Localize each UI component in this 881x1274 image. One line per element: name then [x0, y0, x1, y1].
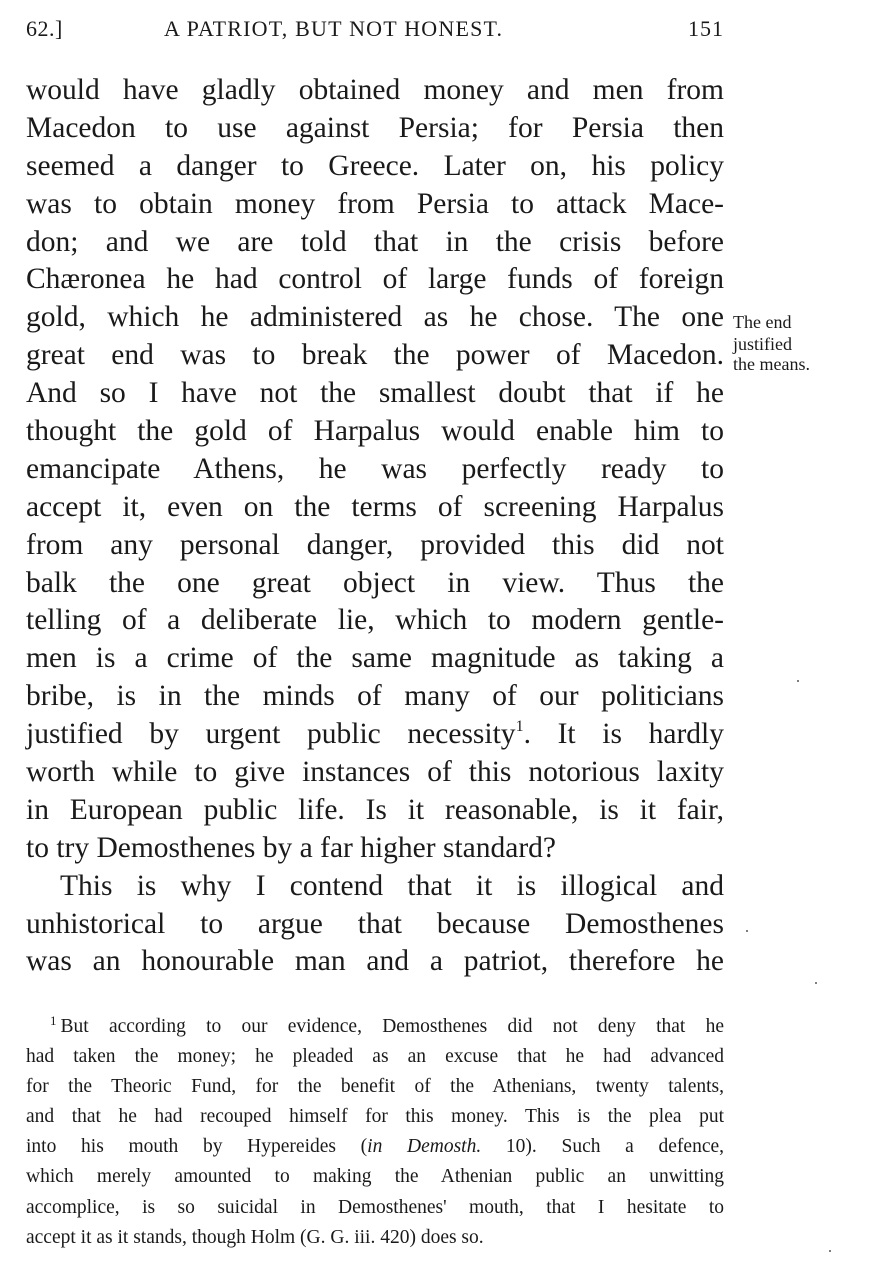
text-line-head: justified by urgent public necessity [26, 718, 516, 751]
footnote-reference[interactable]: 1 [515, 718, 524, 736]
text-line: to try Demosthenes by a far higher standard? [26, 831, 557, 864]
text-line: accept it, even on the terms of screening Harpalus [26, 490, 724, 523]
footnote-line: which merely amounted to making the Athenian public an unwitting [26, 1166, 724, 1188]
text-line: seemed a danger to Greece. Later on, his policy [26, 149, 724, 182]
text-line: This is why I contend that it is illogical and [60, 869, 724, 902]
footnote-text: into his mouth by Hypereides ( [26, 1136, 368, 1158]
text-line: great end was to break the power of Macedon. [26, 339, 724, 372]
text-line: telling of a deliberate lie, which to modern gentle- [26, 604, 724, 637]
margin-note-line: justified [733, 334, 792, 354]
main-text [26, 72, 724, 981]
running-title: A PATRIOT, BUT NOT HONEST. [164, 16, 504, 41]
text-line: would have gladly obtained money and men from [26, 74, 724, 106]
text-line: bribe, is in the minds of many of our politicians [26, 680, 724, 713]
text-line: from any personal danger, provided this did not [26, 528, 724, 561]
footnote-line: had taken the money; he pleaded as an excuse that he had advanced [26, 1046, 724, 1068]
text-line: emancipate Athens, he was perfectly ready to [26, 452, 724, 485]
scan-speck [746, 930, 748, 932]
footnote-block [26, 1012, 724, 1253]
text-line: Macedon to use against Persia; for Persia then [26, 111, 724, 144]
scan-speck [815, 982, 817, 984]
page-number: 151 [688, 16, 724, 41]
footnote-line: for the Theoric Fund, for the benefit of the Athenians, twenty talents, [26, 1076, 724, 1098]
text-line: balk the one great object in view. Thus the [26, 566, 724, 599]
page-header [26, 16, 724, 48]
text-line: And so I have not the smallest doubt that if he [26, 377, 724, 410]
margin-note-line: the means. [733, 354, 810, 374]
scan-speck [829, 1250, 831, 1252]
text-line-tail: . It is hardly [523, 718, 724, 751]
text-line: gold, which he administered as he chose. The one [26, 301, 724, 334]
footnote-citation: in Demosth. [367, 1136, 482, 1158]
text-line: Chæronea he had control of large funds of foreign [26, 263, 724, 296]
footnote-line [26, 1132, 724, 1162]
footnote-text: 10). Such a defence, [481, 1136, 725, 1158]
text-line: don; and we are told that in the crisis before [26, 225, 724, 258]
section-number: 62.] [26, 16, 63, 41]
footnote-marker: 1 [50, 1013, 57, 1028]
text-line: men is a crime of the same magnitude as taking a [26, 642, 724, 675]
margin-note-line: The end [733, 312, 792, 332]
footnote-line: and that he had recouped himself for this money. This is the plea put [26, 1106, 724, 1128]
footnote-text: But according to our evidence, Demosthenes did not deny that he [60, 1016, 724, 1037]
text-line: was to obtain money from Persia to attack Mace- [26, 187, 724, 220]
text-line-with-footnote-ref [26, 716, 724, 754]
footnote-line [26, 1012, 724, 1042]
text-line: in European public life. Is it reasonable, is it fair, [26, 793, 724, 826]
margin-note [733, 312, 878, 374]
text-line: worth while to give instances of this notorious laxity [26, 756, 724, 789]
text-line: was an honourable man and a patriot, therefore he [26, 945, 724, 978]
footnote-line: accomplice, is so suicidal in Demosthenes' mouth, that I hesitate to [26, 1196, 724, 1218]
text-line: thought the gold of Harpalus would enable him to [26, 415, 724, 448]
text-line: unhistorical to argue that because Demosthenes [26, 907, 724, 940]
footnote-line: accept it as it stands, though Holm (G. G. iii. 420) does so. [26, 1226, 484, 1248]
scan-speck [797, 680, 799, 682]
